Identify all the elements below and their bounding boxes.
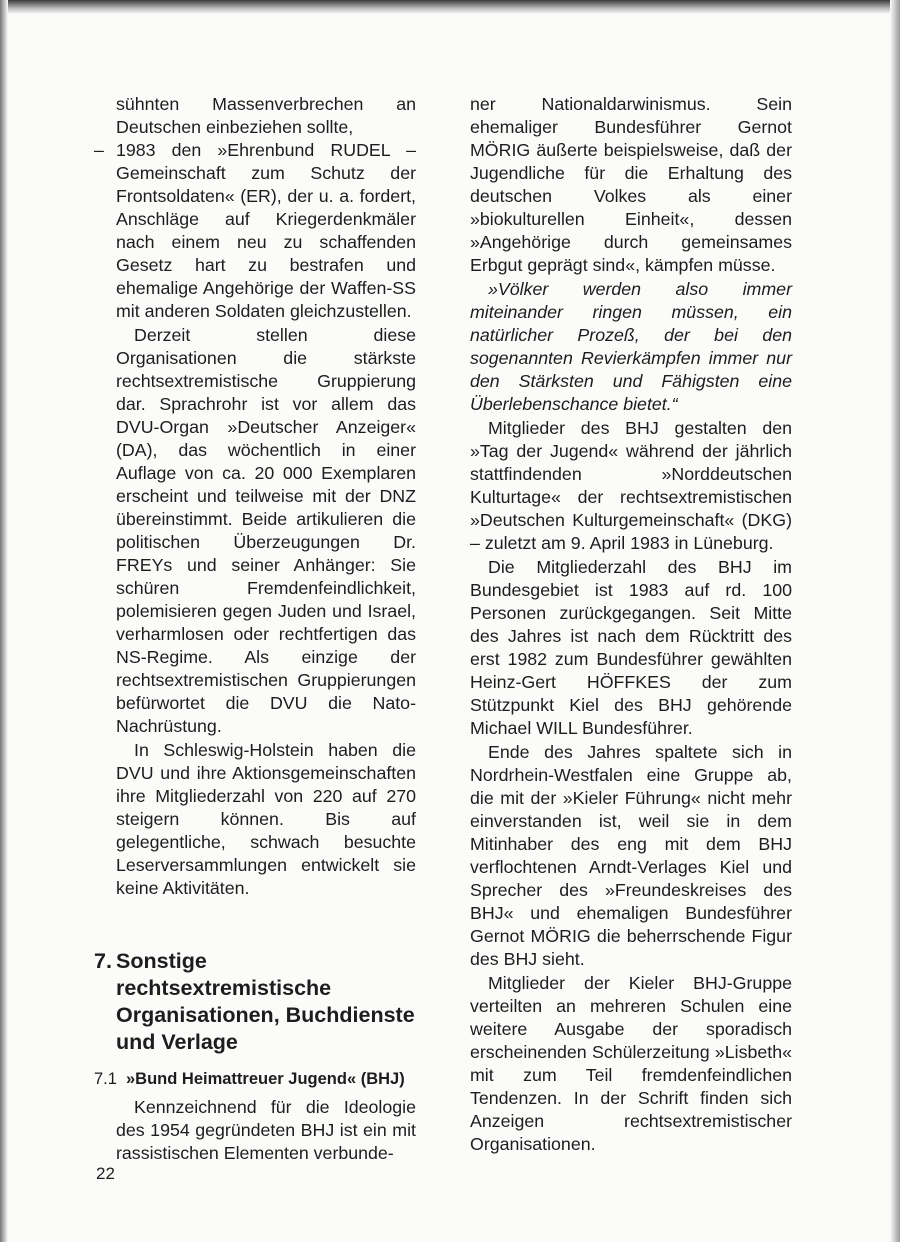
paragraph: In Schleswig-Holstein haben die DVU und ihre Aktionsgemeinschaften ihre Mitgliederzahl von 220 auf 270 steigern können. Bis auf gelegentliche, schwach besuchte Leserversammlungen entwickelt sie keine Aktivitäten. <box>116 740 416 898</box>
paragraph: ner Nationaldarwinismus. Sein ehemaliger Bundesführer Gernot MÖRIG äußerte beispielsweise, daß der Jugendliche für die Erhaltung des deutschen Volkes als einer »biokulturellen Einheit«, dessen »Angehörige durch gemeinsames Erbgut geprägt sind«, kämpfen müsse. <box>470 94 792 275</box>
list-item <box>94 139 416 323</box>
subsection-number: 7.1 <box>94 1070 117 1088</box>
dash-bullet: – <box>94 140 104 160</box>
paragraph: Derzeit stellen diese Organisationen die stärkste rechtsextremistische Gruppierung dar. Sprachrohr ist vor allem das DVU-Organ »Deutscher Anzeiger« (DA), das wöchentlich in einer Auflage von ca. 20 000 Exemplaren erscheint und teilweise mit der DNZ übereinstimmt. Beide artikulieren die politischen Überzeugungen Dr. FREYs und seiner Anhänger: Sie schüren Fremdenfeindlichkeit, polemisieren gegen Juden und Israel, verharmlosen oder rechtfertigen das NS-Regime. Als einzige der rechtsextremistischen Gruppierungen befürwortet die DVU die Nato-Nachrüstung. <box>116 325 416 736</box>
right-column <box>470 93 792 1156</box>
page-number: 22 <box>96 1164 115 1183</box>
left-column <box>94 93 416 1165</box>
subsection-heading <box>94 1068 416 1090</box>
paragraph: Kennzeichnend für die Ideologie des 1954 gegründeten BHJ ist ein mit rassistischen Elementen verbunde- <box>116 1097 416 1163</box>
paragraph: sühnten Massenverbrechen an Deutschen einbeziehen sollte, <box>116 94 416 137</box>
scan-left-edge <box>0 0 8 1242</box>
paragraph: Mitglieder des BHJ gestalten den »Tag der Jugend« während der jährlich stattfindenden »Norddeutschen Kulturtage« der rechtsextremistischen »Deutschen Kulturgemeinschaft« (DKG) – zuletzt am 9. April 1983 in Lüneburg. <box>470 418 792 553</box>
scan-right-edge <box>890 0 900 1242</box>
section-number: 7. <box>94 949 112 973</box>
quote-paragraph: »Völker werden also immer miteinander ringen müssen, ein natürlicher Prozeß, der bei den sogenannten Revierkämpfen immer nur den Stärksten und Fähigsten eine Überlebenschance bietet.“ <box>470 279 792 414</box>
section-title: Sonstige rechtsextremistische Organisationen, Buchdienste und Verlage <box>116 949 415 1054</box>
section-heading <box>94 948 416 1056</box>
paragraph: Ende des Jahres spaltete sich in Nordrhein-Westfalen eine Gruppe ab, die mit der »Kieler Führung« nicht mehr einverstanden ist, weil sie in dem Mitinhaber des eng mit dem BHJ verflochtenen Arndt-Verlages Kiel und Sprecher des »Freundeskreises des BHJ« und ehemaligen Bundesführer Gernot MÖRIG die beherrschende Figur des BHJ sieht. <box>470 742 792 969</box>
scan-top-edge <box>0 0 900 14</box>
paragraph: Die Mitgliederzahl des BHJ im Bundesgebiet ist 1983 auf rd. 100 Personen zurückgegangen. Seit Mitte des Jahres ist nach dem Rücktritt des erst 1982 zum Bundesführer gewählten Heinz-Gert HÖFFKES der zum Stützpunkt Kiel des BHJ gehörende Michael WILL Bundesführer. <box>470 557 792 738</box>
paragraph: 1983 den »Ehrenbund RUDEL – Gemeinschaft zum Schutz der Frontsoldaten« (ER), der u. a. fordert, Anschläge auf Kriegerdenkmäler nach einem neu zu schaffenden Gesetz hart zu bestrafen und ehemalige Angehörige der Waffen-SS mit anderen Soldaten gleichzustellen. <box>116 140 416 321</box>
subsection-title: »Bund Heimattreuer Jugend« (BHJ) <box>126 1070 405 1088</box>
paragraph: Mitglieder der Kieler BHJ-Gruppe verteilten an mehreren Schulen eine weitere Ausgabe der sporadisch erscheinenden Schülerzeitung »Lisbeth« mit zum Teil fremdenfeindlichen Tendenzen. In der Schrift finden sich Anzeigen rechtsextremistischer Organisationen. <box>470 973 792 1154</box>
